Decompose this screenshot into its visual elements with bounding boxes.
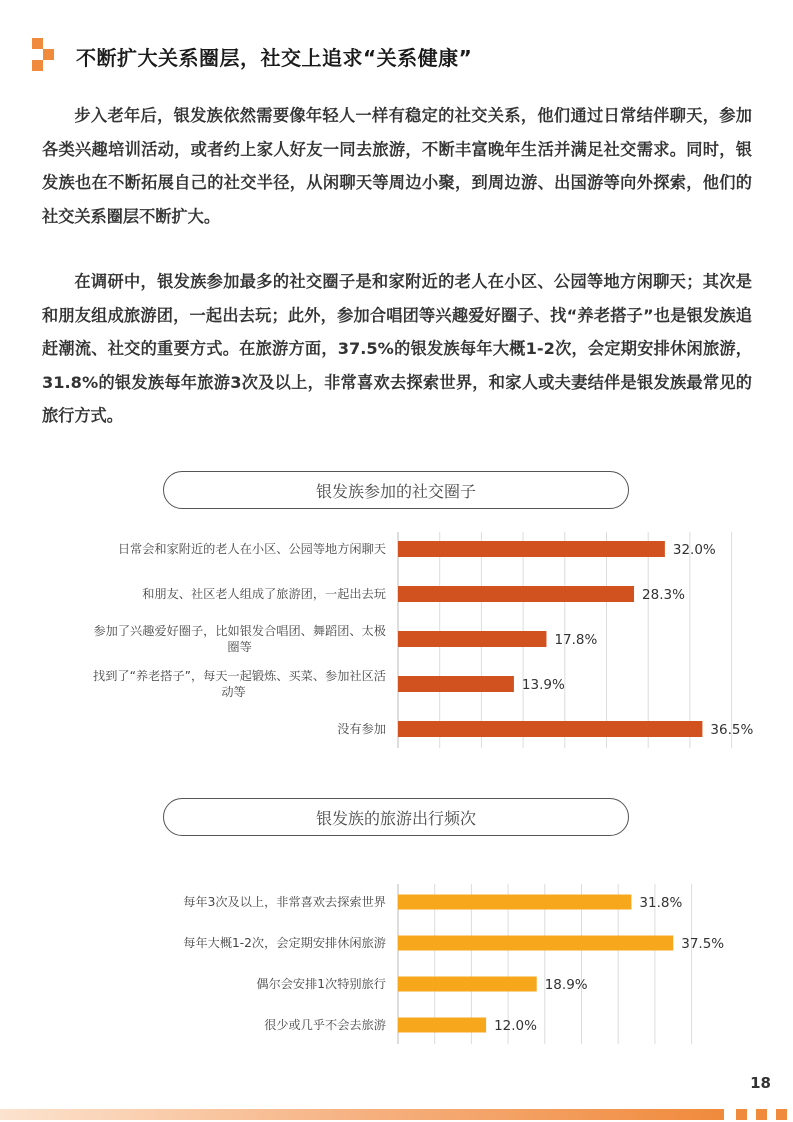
category-label: 日常会和家附近的老人在小区、公园等地方闲聊天 xyxy=(117,542,386,556)
value-label: 32.0% xyxy=(672,542,716,558)
bar xyxy=(398,721,702,737)
category-label: 圈等 xyxy=(227,640,252,654)
category-label: 没有参加 xyxy=(337,722,386,736)
footer-gradient-bar xyxy=(0,1109,724,1120)
bar xyxy=(398,895,631,910)
survey-paragraph: 在调研中，银发族参加最多的社交圈子是和家附近的老人在小区、公园等地方闲聊天；其次是和朋友组成旅游团，一起出去玩；此外，参加合唱团等兴趣爱好圈子、找“养老搭子”也是银发族追赶潮流、社交的重要方式。在旅游方面，37.5%的银发族每年大概1-2次，会定期安排休闲旅游，31.8%的银发族每年旅游3次及以上，非常喜欢去探索世界，和家人或夫妻结伴是银发族最常见的旅行方式。 xyxy=(42,272,752,425)
value-label: 31.8% xyxy=(639,895,683,911)
value-label: 28.3% xyxy=(642,587,685,603)
section-heading: 不断扩大关系圈层，社交上追求“关系健康” xyxy=(76,46,473,70)
page-number: 18 xyxy=(750,1074,771,1092)
bar xyxy=(398,586,634,602)
bar xyxy=(398,676,514,692)
bar xyxy=(398,541,665,557)
category-label: 动等 xyxy=(221,685,246,699)
value-label: 13.9% xyxy=(521,677,565,693)
category-label: 偶尔会安排1次特别旅行 xyxy=(256,977,386,991)
chart-title-travel-frequency: 银发族的旅游出行频次 xyxy=(163,798,629,836)
section-logo-icon xyxy=(32,38,62,78)
intro-paragraph: 步入老年后，银发族依然需要像年轻人一样有稳定的社交关系，他们通过日常结伴聊天，参加各类兴趣培训活动，或者约上家人好友一同去旅游，不断丰富晚年生活并满足社交需求。同时，银发族也在不断拓展自己的社交半径，从闲聊天等周边小聚，到周边游、出国游等向外探索，他们的社交关系圈层不断扩大。 xyxy=(42,106,752,226)
category-label: 和朋友、社区老人组成了旅游团，一起出去玩 xyxy=(142,587,386,601)
bar xyxy=(398,936,673,951)
bar xyxy=(398,977,537,992)
category-label: 找到了“养老搭子”，每天一起锻炼、买菜、参加社区活 xyxy=(93,669,386,683)
category-label: 每年3次及以上，非常喜欢去探索世界 xyxy=(183,895,386,909)
value-label: 18.9% xyxy=(544,977,588,993)
category-label: 很少或几乎不会去旅游 xyxy=(264,1018,386,1032)
value-label: 36.5% xyxy=(710,722,754,738)
bar xyxy=(398,631,546,647)
category-label: 参加了兴趣爱好圈子，比如银发合唱团、舞蹈团、太极 xyxy=(93,624,386,638)
value-label: 17.8% xyxy=(554,632,598,648)
category-label: 每年大概1-2次，会定期安排休闲旅游 xyxy=(183,936,386,950)
bar xyxy=(398,1018,486,1033)
value-label: 37.5% xyxy=(681,936,725,952)
chart-title-social-circles: 银发族参加的社交圈子 xyxy=(163,471,629,509)
footer-square-2 xyxy=(756,1109,767,1120)
footer-square-3 xyxy=(776,1109,787,1120)
footer-square-1 xyxy=(736,1109,747,1120)
value-label: 12.0% xyxy=(494,1018,537,1034)
